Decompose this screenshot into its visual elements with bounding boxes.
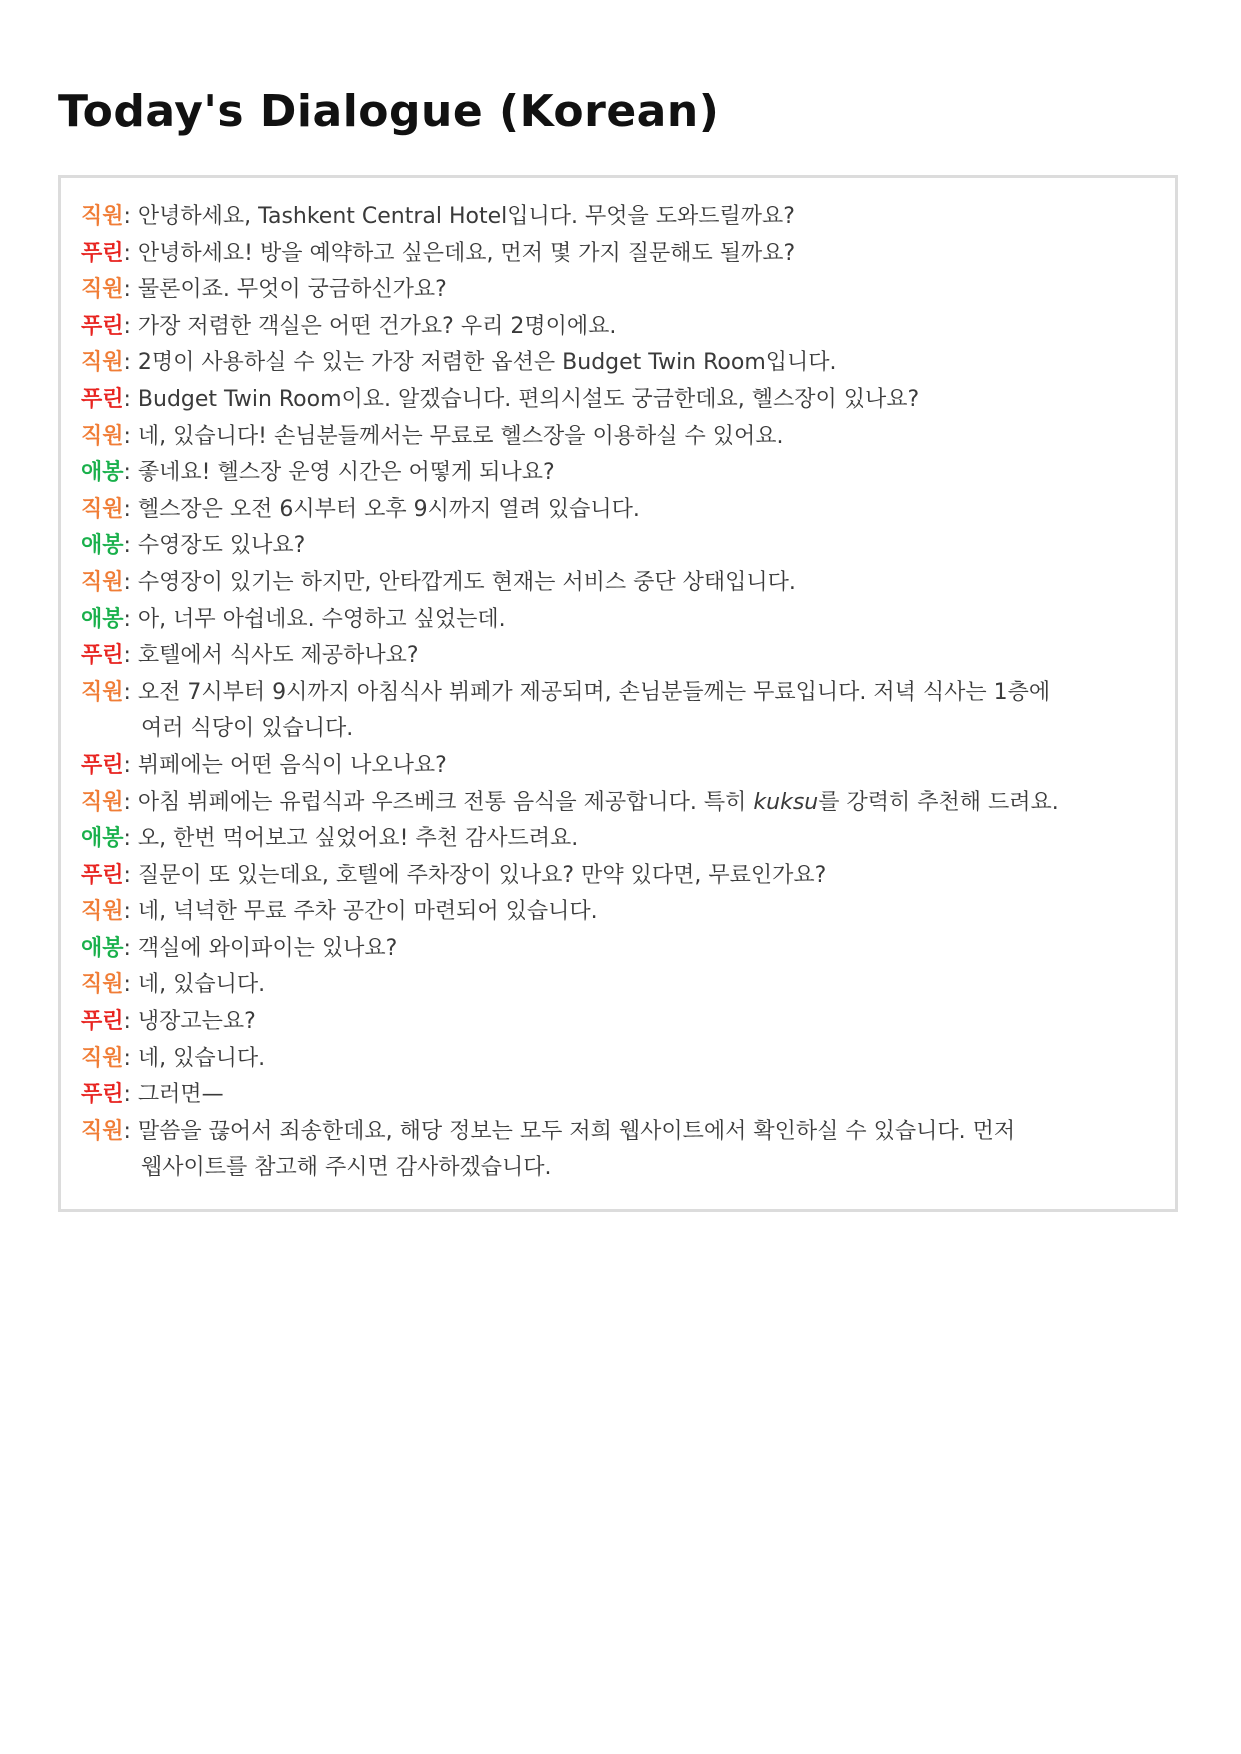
dialogue-text: 여러 식당이 있습니다.: [141, 716, 354, 742]
speaker-label: 애봉: [81, 606, 124, 632]
speaker-label: 푸린: [81, 862, 124, 888]
dialogue-text: 웹사이트를 참고해 주시면 감사하겠습니다.: [141, 1155, 552, 1181]
speaker-label: 애봉: [81, 826, 124, 852]
dialogue-line: 직원: 오전 7시부터 9시까지 아침식사 뷔페가 제공되며, 손님분들께는 무료입니다. 저녁 식사는 1층에: [81, 679, 1051, 705]
dialogue-text: 2명이 사용하실 수 있는 가장 저렴한 옵션은 Budget Twin Room입니다.: [137, 350, 837, 376]
dialogue-text: 호텔에서 식사도 제공하나요?: [137, 643, 419, 669]
dialogue-line: 직원 : 네, 넉넉한 무료 주차 공간이 마련되어 있습니다.: [81, 894, 1155, 931]
speaker-label: 직원: [81, 204, 124, 229]
dialogue-text: 그러면—: [137, 1082, 224, 1108]
dialogue-text: 좋네요! 헬스장 운영 시간은 어떻게 되나요?: [137, 460, 555, 486]
dialogue-line: 푸린 : Budget Twin Room이요. 알겠습니다. 편의시설도 궁금한데요, 헬스장이 있나요?: [81, 382, 1155, 419]
dialogue-line: 푸린 : 그러면—: [81, 1077, 1155, 1114]
dialogue-line: 직원 : 네, 있습니다.: [81, 967, 1155, 1004]
dialogue-line: 애봉 : 오, 한번 먹어보고 싶었어요! 추천 감사드려요.: [81, 821, 1155, 858]
dialogue-text: 를 강력히 추천해 드려요.: [818, 789, 1059, 815]
speaker-label: 직원: [81, 277, 124, 303]
dialogue-line: 푸린 : 가장 저렴한 객실은 어떤 건가요? 우리 2명이에요.: [81, 309, 1155, 346]
speaker-label: 푸린: [81, 240, 124, 266]
dialogue-text: 아침 뷔페에는 유럽식과 우즈베크 전통 음식을 제공합니다. 특히: [137, 789, 754, 815]
dialogue-line-continuation: [81, 1150, 1155, 1187]
dialogue-line: 직원 : 2명이 사용하실 수 있는 가장 저렴한 옵션은 Budget Twin Room입니다.: [81, 345, 1155, 382]
speaker-label: 직원: [81, 496, 124, 522]
speaker-label: 직원: [81, 899, 124, 925]
dialogue-line: 푸린 : 냉장고는요?: [81, 1004, 1155, 1041]
dialogue-text: 안녕하세요! 방을 예약하고 싶은데요, 먼저 몇 가지 질문해도 될까요?: [137, 240, 796, 266]
dialogue-line: 푸린 : 호텔에서 식사도 제공하나요?: [81, 638, 1155, 675]
speaker-label: 애봉: [81, 533, 124, 559]
dialogue-line-continuation: [81, 711, 1155, 748]
speaker-label: 푸린: [81, 1009, 124, 1035]
speaker-label: 애봉: [81, 460, 124, 486]
dialogue-line: 푸린 : 뷔페에는 어떤 음식이 나오나요?: [81, 748, 1155, 785]
speaker-label: 직원: [81, 1045, 124, 1071]
dialogue-line: 직원 : 네, 있습니다.: [81, 1041, 1155, 1078]
dialogue-text: 아, 너무 아쉽네요. 수영하고 싶었는데.: [137, 606, 506, 632]
dialogue-text: 가장 저렴한 객실은 어떤 건가요? 우리 2명이에요.: [137, 313, 617, 339]
dialogue-text: Budget Twin Room이요. 알겠습니다. 편의시설도 궁금한데요, 헬스장이 있나요?: [137, 386, 920, 412]
dialogue-text: 질문이 또 있는데요, 호텔에 주차장이 있나요? 만약 있다면, 무료인가요?: [137, 862, 827, 888]
speaker-label: 직원: [81, 679, 124, 705]
dialogue-text: 말씀을 끊어서 죄송한데요, 해당 정보는 모두 저희 웹사이트에서 확인하실 수 있습니다. 먼저: [137, 1118, 1016, 1144]
dialogue-line: 직원 : 네, 있습니다! 손님분들께서는 무료로 헬스장을 이용하실 수 있어요.: [81, 419, 1155, 456]
dialogue-line: 애봉 : 객실에 와이파이는 있나요?: [81, 931, 1155, 968]
dialogue-text: 네, 있습니다.: [137, 972, 266, 998]
speaker-label: 직원: [81, 972, 124, 998]
dialogue-text: 헬스장은 오전 6시부터 오후 9시까지 열려 있습니다.: [137, 496, 640, 522]
dialogue-text: 수영장이 있기는 하지만, 안타깝게도 현재는 서비스 중단 상태입니다.: [137, 569, 796, 595]
speaker-label: 푸린: [81, 643, 124, 669]
dialogue-box: [58, 175, 1178, 1212]
dialogue-text: 네, 있습니다.: [137, 1045, 266, 1071]
dialogue-line: 애봉 : 좋네요! 헬스장 운영 시간은 어떻게 되나요?: [81, 455, 1155, 492]
page-title: Today's Dialogue (Korean): [58, 86, 720, 137]
dialogue-text: 냉장고는요?: [137, 1009, 256, 1035]
speaker-label: 푸린: [81, 313, 124, 339]
dialogue-text: 물론이죠. 무엇이 궁금하신가요?: [137, 277, 447, 303]
dialogue-text: 수영장도 있나요?: [137, 533, 306, 559]
speaker-label: 푸린: [81, 1082, 124, 1108]
speaker-label: 애봉: [81, 935, 124, 961]
dialogue-line: 직원 : 수영장이 있기는 하지만, 안타깝게도 현재는 서비스 중단 상태입니다.: [81, 565, 1155, 602]
dialogue-line: 직원 : 안녕하세요, Tashkent Central Hotel입니다. 무엇을 도와드릴까요?: [81, 199, 1155, 236]
dialogue-text: 오, 한번 먹어보고 싶었어요! 추천 감사드려요.: [137, 826, 579, 852]
dialogue-text: 오전 7시부터 9시까지 아침식사 뷔페가 제공되며, 손님분들께는 무료입니다. 저녁 식사는 1층에: [137, 679, 1051, 705]
speaker-label: 푸린: [81, 752, 124, 778]
dialogue-text-italic: kuksu: [753, 789, 819, 815]
dialogue-line: 애봉 : 수영장도 있나요?: [81, 528, 1155, 565]
speaker-label: 직원: [81, 789, 124, 815]
dialogue-text: 객실에 와이파이는 있나요?: [137, 935, 398, 961]
speaker-label: 직원: [81, 423, 124, 449]
dialogue-line: 직원: 아침 뷔페에는 유럽식과 우즈베크 전통 음식을 제공합니다. 특히 kuksu를 강력히 추천해 드려요.: [81, 789, 1059, 815]
speaker-label: 직원: [81, 1118, 124, 1144]
dialogue-text: 뷔페에는 어떤 음식이 나오나요?: [137, 752, 447, 778]
dialogue-line: 애봉 : 아, 너무 아쉽네요. 수영하고 싶었는데.: [81, 602, 1155, 639]
dialogue-line: 푸린 : 질문이 또 있는데요, 호텔에 주차장이 있나요? 만약 있다면, 무료인가요?: [81, 858, 1155, 895]
dialogue-line: 직원 : 헬스장은 오전 6시부터 오후 9시까지 열려 있습니다.: [81, 492, 1155, 529]
speaker-label: 직원: [81, 350, 124, 376]
dialogue-line: 직원: 말씀을 끊어서 죄송한데요, 해당 정보는 모두 저희 웹사이트에서 확인하실 수 있습니다. 먼저: [81, 1118, 1016, 1144]
dialogue-line: 푸린 : 안녕하세요! 방을 예약하고 싶은데요, 먼저 몇 가지 질문해도 될까요?: [81, 236, 1155, 273]
dialogue-text: 네, 넉넉한 무료 주차 공간이 마련되어 있습니다.: [137, 899, 598, 925]
dialogue-line: 직원 : 물론이죠. 무엇이 궁금하신가요?: [81, 272, 1155, 309]
dialogue-text: 안녕하세요, Tashkent Central Hotel입니다. 무엇을 도와드릴까요?: [137, 204, 795, 229]
dialogue-text: 네, 있습니다! 손님분들께서는 무료로 헬스장을 이용하실 수 있어요.: [137, 423, 784, 449]
speaker-label: 직원: [81, 569, 124, 595]
speaker-label: 푸린: [81, 386, 124, 412]
